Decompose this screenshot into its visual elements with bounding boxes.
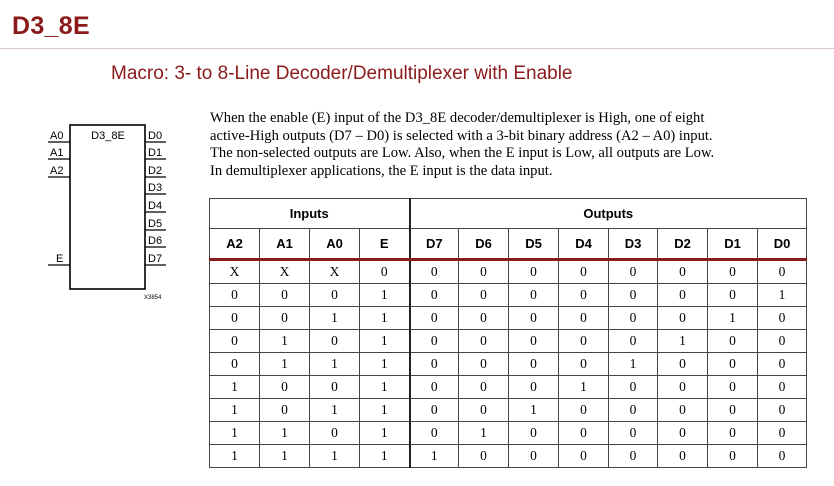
table-cell: 1	[260, 353, 310, 376]
table-cell: 0	[459, 307, 509, 330]
table-cell: 0	[658, 260, 708, 284]
truth-table	[209, 198, 807, 468]
table-cell: 1	[360, 330, 410, 353]
table-cell: 1	[210, 399, 260, 422]
table-cell: 0	[609, 260, 658, 284]
output-pin-d6	[145, 235, 166, 247]
group-header-row	[210, 199, 807, 229]
table-row	[210, 260, 807, 284]
table-cell: 0	[459, 399, 509, 422]
column-header: D3	[609, 229, 658, 260]
table-cell: 0	[708, 260, 758, 284]
table-cell: 0	[310, 376, 360, 399]
table-cell: 0	[210, 353, 260, 376]
table-cell: 0	[210, 307, 260, 330]
column-header: E	[360, 229, 410, 260]
table-cell: 0	[609, 445, 658, 468]
table-row	[210, 399, 807, 422]
truth-table-body	[210, 260, 807, 468]
table-cell: 0	[410, 376, 459, 399]
output-pin-d5	[145, 218, 166, 230]
table-cell: 1	[210, 445, 260, 468]
table-cell: 0	[310, 422, 360, 445]
output-pin-label: D1	[148, 147, 163, 159]
output-pin-d7	[145, 253, 166, 265]
description-line: The non-selected outputs are Low. Also, when the E input is Low, all outputs are Low.	[210, 145, 715, 161]
table-cell: 0	[509, 307, 559, 330]
input-pin-label: A0	[50, 130, 64, 142]
table-cell: 0	[310, 330, 360, 353]
table-cell: 0	[310, 284, 360, 307]
input-pin-e	[48, 253, 70, 265]
table-cell: 0	[210, 284, 260, 307]
output-pin-label: D4	[148, 200, 163, 212]
table-cell: 1	[360, 307, 410, 330]
column-header: D4	[559, 229, 609, 260]
table-cell: 0	[459, 376, 509, 399]
table-cell: 0	[658, 399, 708, 422]
column-header: D2	[658, 229, 708, 260]
output-pin-d3	[145, 182, 166, 194]
table-cell: 1	[360, 353, 410, 376]
table-cell: 0	[609, 284, 658, 307]
description-line: active-High outputs (D7 – D0) is selected with a 3-bit binary address (A2 – A0) input.	[210, 127, 713, 144]
table-cell: 0	[559, 445, 609, 468]
table-cell: 0	[609, 330, 658, 353]
table-cell: 0	[609, 307, 658, 330]
table-cell: 1	[310, 445, 360, 468]
column-header: D5	[509, 229, 559, 260]
table-cell: 0	[758, 445, 807, 468]
table-cell: 0	[559, 260, 609, 284]
table-cell: 1	[310, 353, 360, 376]
input-pin-label: A2	[50, 165, 64, 177]
table-cell: 1	[310, 399, 360, 422]
table-cell: 0	[609, 399, 658, 422]
input-pin-a1	[48, 147, 70, 159]
table-cell: 0	[509, 353, 559, 376]
table-cell: 0	[509, 422, 559, 445]
table-cell: 0	[758, 422, 807, 445]
table-cell: 1	[310, 307, 360, 330]
table-cell: 1	[708, 307, 758, 330]
table-cell: 0	[658, 376, 708, 399]
table-cell: 0	[260, 399, 310, 422]
table-cell: 1	[559, 376, 609, 399]
table-cell: 1	[360, 376, 410, 399]
output-pin-label: D7	[148, 253, 163, 265]
table-cell: 0	[410, 260, 459, 284]
column-header: A1	[260, 229, 310, 260]
table-cell: X	[260, 260, 310, 284]
title-divider	[0, 48, 834, 49]
output-pin-d4	[145, 200, 166, 212]
table-cell: 0	[658, 445, 708, 468]
table-cell: 0	[509, 284, 559, 307]
table-cell: 0	[758, 353, 807, 376]
input-pin-a2	[48, 165, 70, 177]
column-header: D0	[758, 229, 807, 260]
description-line: When the enable (E) input of the D3_8E decoder/demultiplexer is High, one of eight	[210, 110, 705, 126]
table-row	[210, 284, 807, 307]
table-cell: 0	[708, 445, 758, 468]
column-header: A0	[310, 229, 360, 260]
column-header: D7	[410, 229, 459, 260]
table-cell: 1	[210, 422, 260, 445]
table-cell: X	[210, 260, 260, 284]
description-paragraph	[210, 110, 810, 180]
symbol-name: D3_8E	[91, 130, 125, 142]
table-cell: 1	[260, 422, 310, 445]
table-cell: 0	[658, 307, 708, 330]
table-cell: 1	[758, 284, 807, 307]
table-cell: 1	[509, 399, 559, 422]
table-cell: 0	[708, 376, 758, 399]
table-cell: 0	[459, 284, 509, 307]
output-pin-d1	[145, 147, 166, 159]
table-cell: 1	[360, 399, 410, 422]
table-cell: 0	[708, 399, 758, 422]
table-cell: 0	[559, 353, 609, 376]
table-cell: 0	[459, 353, 509, 376]
table-row	[210, 376, 807, 399]
table-row	[210, 422, 807, 445]
table-cell: 0	[609, 422, 658, 445]
table-cell: 0	[509, 445, 559, 468]
table-row	[210, 330, 807, 353]
column-header: A2	[210, 229, 260, 260]
table-cell: 1	[609, 353, 658, 376]
table-cell: 1	[410, 445, 459, 468]
table-cell: 1	[360, 445, 410, 468]
table-cell: 0	[260, 376, 310, 399]
table-cell: 0	[708, 422, 758, 445]
table-cell: 0	[559, 422, 609, 445]
table-row	[210, 353, 807, 376]
macro-subtitle: Macro: 3- to 8-Line Decoder/Demultiplexer with Enable	[111, 63, 573, 84]
table-cell: 0	[410, 330, 459, 353]
table-cell: 0	[260, 284, 310, 307]
table-cell: 0	[708, 353, 758, 376]
table-cell: 0	[559, 330, 609, 353]
output-pin-label: D0	[148, 130, 163, 142]
table-cell: 0	[459, 330, 509, 353]
table-cell: 0	[410, 284, 459, 307]
table-cell: 0	[210, 330, 260, 353]
table-cell: 0	[410, 353, 459, 376]
description-line: In demultiplexer applications, the E input is the data input.	[210, 162, 553, 179]
input-pin-label: E	[56, 253, 64, 265]
output-pin-d0	[145, 130, 166, 142]
table-cell: 0	[459, 260, 509, 284]
page-title: D3_8E	[12, 12, 90, 40]
table-cell: X	[310, 260, 360, 284]
table-cell: 0	[609, 376, 658, 399]
table-cell: 0	[509, 330, 559, 353]
column-header-row	[210, 229, 807, 260]
table-cell: 0	[758, 330, 807, 353]
inputs-group-header: Inputs	[210, 199, 410, 229]
table-cell: 0	[410, 307, 459, 330]
table-cell: 0	[459, 445, 509, 468]
table-cell: 0	[658, 422, 708, 445]
table-cell: 0	[658, 284, 708, 307]
table-row	[210, 307, 807, 330]
table-cell: 0	[559, 284, 609, 307]
outputs-group-header: Outputs	[410, 199, 807, 229]
table-cell: 0	[260, 307, 310, 330]
column-header: D1	[708, 229, 758, 260]
table-cell: 0	[559, 399, 609, 422]
table-cell: 1	[260, 330, 310, 353]
table-cell: 0	[410, 422, 459, 445]
table-cell: 1	[260, 445, 310, 468]
table-cell: 0	[410, 399, 459, 422]
output-pin-label: D5	[148, 218, 163, 230]
output-pin-label: D3	[148, 182, 163, 194]
table-cell: 0	[509, 260, 559, 284]
input-pin-a0	[48, 130, 70, 142]
table-cell: 0	[658, 353, 708, 376]
table-cell: 0	[509, 376, 559, 399]
table-cell: 1	[658, 330, 708, 353]
table-row	[210, 445, 807, 468]
table-cell: 0	[758, 399, 807, 422]
table-cell: 1	[459, 422, 509, 445]
input-pin-label: A1	[50, 147, 64, 159]
table-cell: 0	[758, 376, 807, 399]
table-cell: 0	[559, 307, 609, 330]
symbol-body	[70, 125, 145, 289]
table-cell: 0	[708, 284, 758, 307]
table-cell: 0	[758, 260, 807, 284]
table-cell: 1	[210, 376, 260, 399]
output-pin-d2	[145, 165, 166, 177]
figure-id: X3854	[144, 295, 162, 301]
table-cell: 1	[360, 422, 410, 445]
output-pin-label: D2	[148, 165, 163, 177]
output-pin-label: D6	[148, 235, 163, 247]
table-cell: 1	[360, 284, 410, 307]
table-cell: 0	[360, 260, 410, 284]
table-cell: 0	[758, 307, 807, 330]
column-header: D6	[459, 229, 509, 260]
table-cell: 0	[708, 330, 758, 353]
